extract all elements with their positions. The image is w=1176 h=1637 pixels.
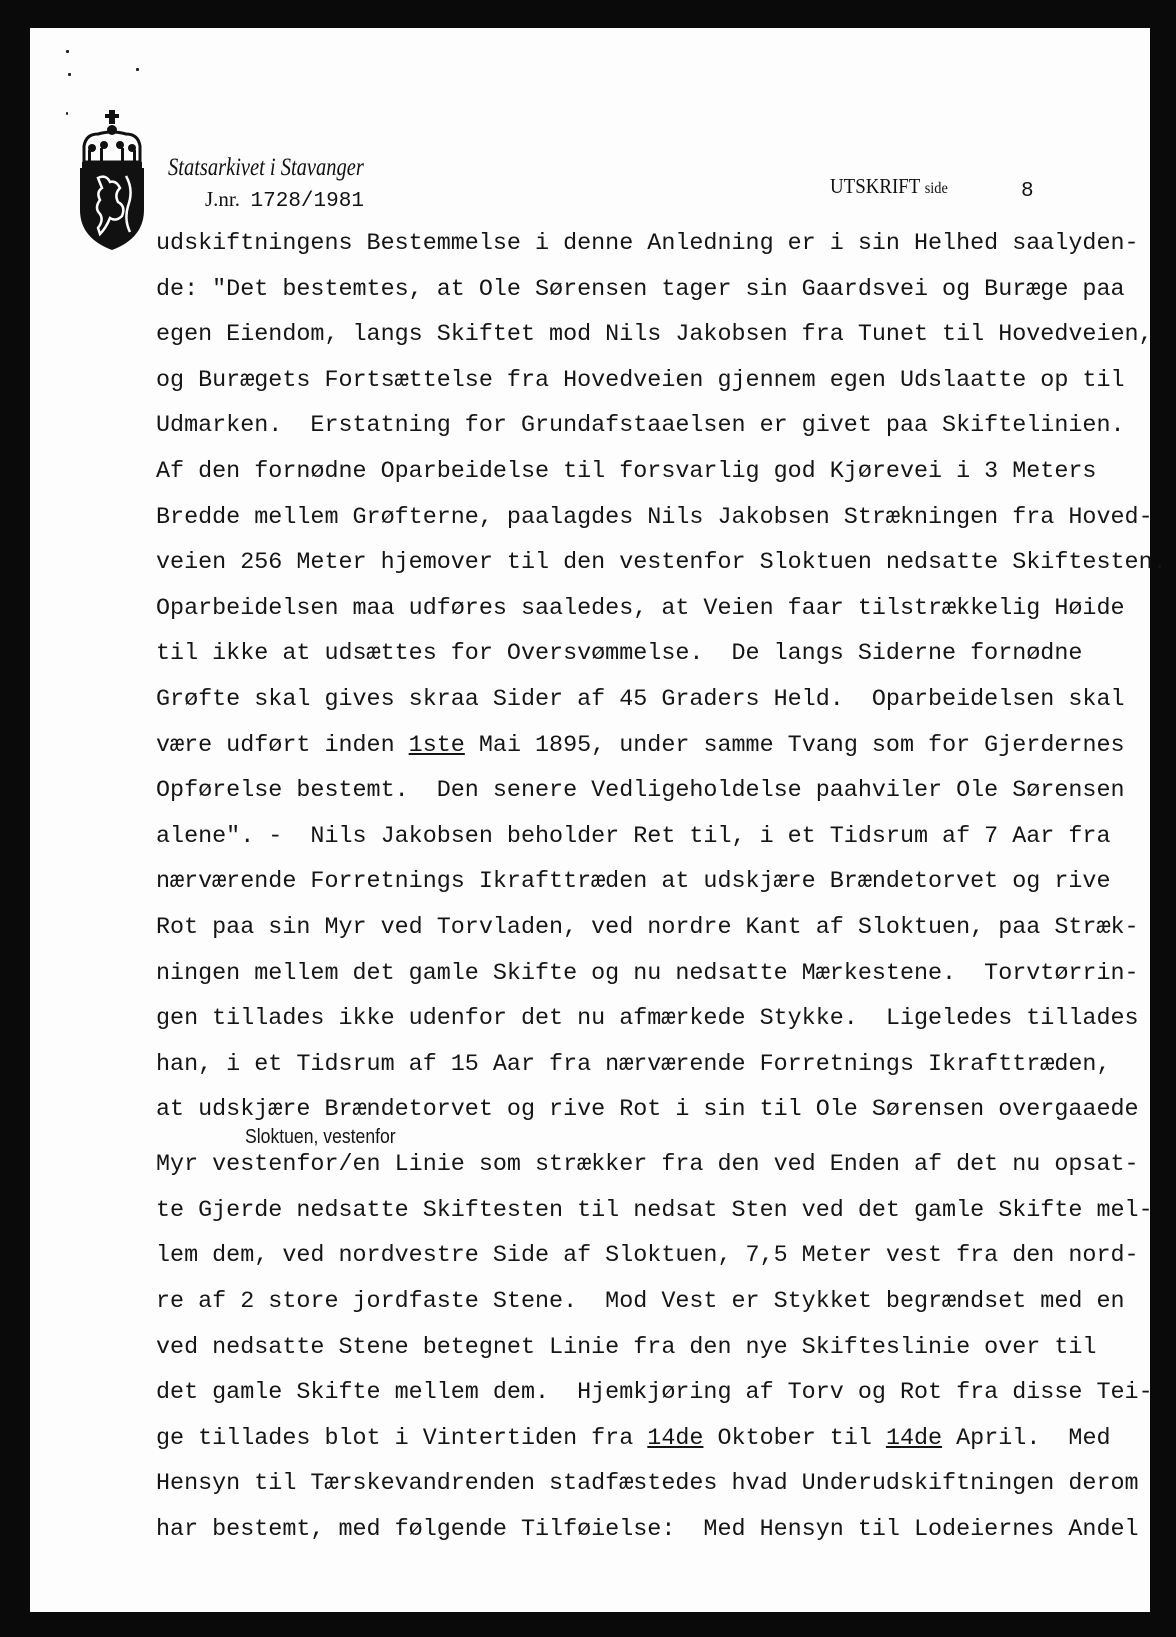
text-segment: Bredde mellem Grøfterne, paalagdes Nils Jakobsen Strækningen fra Hoved-	[156, 504, 1153, 531]
text-segment: Grøfte skal gives skraa Sider af 45 Graders Held. Oparbeidelsen skal	[156, 686, 1125, 713]
text-line	[156, 1006, 1167, 1033]
text-line	[156, 641, 1167, 668]
text-line	[156, 231, 1167, 258]
side-label: side	[924, 180, 948, 197]
text-line	[156, 778, 1167, 805]
underlined-text: 14de	[647, 1425, 704, 1452]
scan-speck	[136, 68, 139, 71]
journal-number-value: 1728/1981	[250, 190, 364, 213]
text-segment: Oparbeidelsen maa udføres saaledes, at Veien faar tilstrækkelig Høide	[156, 595, 1125, 622]
scan-speck	[66, 112, 68, 115]
document-type	[830, 174, 948, 201]
text-segment: de: "Det bestemtes, at Ole Sørensen tager sin Gaardsvei og Buræge paa	[156, 276, 1125, 303]
text-line	[156, 1335, 1167, 1362]
underlined-text: 1ste	[408, 732, 465, 759]
text-segment: nærværende Forretnings Ikrafttræden at udskjære Brændetorvet og rive	[156, 869, 1111, 896]
text-segment: ningen mellem det gamle Skifte og nu nedsatte Mærkestene. Torvtørrin-	[156, 960, 1139, 987]
text-segment: udskiftningens Bestemmelse i denne Anledning er i sin Helhed saalyden-	[156, 231, 1139, 257]
text-line	[156, 277, 1167, 304]
text-segment: Opførelse bestemt. Den senere Vedligeholdelse paahviler Ole Sørensen	[156, 778, 1125, 805]
text-segment: lem dem, ved nordvestre Side af Sloktuen, 7,5 Meter vest fra den nord-	[156, 1243, 1139, 1270]
text-line	[156, 1517, 1167, 1544]
text-line	[156, 322, 1167, 349]
scan-speck	[68, 73, 71, 76]
text-line	[156, 1471, 1167, 1498]
text-line	[156, 915, 1167, 942]
scan-speck	[66, 50, 69, 53]
text-line	[156, 961, 1167, 988]
text-segment: har bestemt, med følgende Tilføielse: Med Hensyn til Lodeiernes Andel	[156, 1517, 1139, 1544]
text-line	[156, 869, 1167, 896]
text-segment: ge tillades blot i Vintertiden fra	[156, 1425, 648, 1452]
text-segment: Udmarken. Erstatning for Grundafstaaelsen er givet paa Skiftelinien.	[156, 413, 1125, 440]
text-line	[156, 1289, 1167, 1316]
norwegian-coat-of-arms-icon	[76, 110, 148, 252]
text-segment: Oktober til	[703, 1425, 886, 1452]
text-segment: Mai 1895, under samme Tvang som for Gjerdernes	[464, 732, 1125, 759]
text-segment: gen tillades ikke udenfor det nu afmærkede Stykke. Ligeledes tillades	[156, 1006, 1139, 1033]
text-segment: det gamle Skifte mellem dem. Hjemkjøring af Torv og Rot fra disse Tei-	[156, 1380, 1153, 1407]
text-line	[156, 1052, 1167, 1079]
text-segment: veien 256 Meter hjemover til den vestenfor Sloktuen nedsatte Skiftesten.	[156, 550, 1167, 577]
text-segment: te Gjerde nedsatte Skiftesten til nedsat Sten ved det gamle Skifte mel-	[156, 1197, 1153, 1224]
text-segment: April. Med	[942, 1425, 1111, 1452]
text-segment: re af 2 store jordfaste Stene. Mod Vest er Stykket begrændset med en	[156, 1289, 1125, 1316]
text-line	[156, 505, 1167, 532]
text-line	[156, 687, 1167, 714]
document-body-text	[156, 231, 1167, 1563]
text-segment: Myr vestenfor/en Linie som strækker fra den ved Enden af det nu opsat-	[156, 1152, 1139, 1179]
text-line	[156, 1097, 1167, 1124]
handwritten-interlinear-insertion: Sloktuen, vestenfor	[245, 1126, 396, 1149]
text-segment: han, i et Tidsrum af 15 Aar fra nærværende Forretnings Ikrafttræden,	[156, 1051, 1111, 1078]
text-segment: Af den fornødne Oparbeidelse til forsvarlig god Kjørevei i 3 Meters	[156, 458, 1097, 485]
text-segment: ved nedsatte Stene betegnet Linie fra den nye Skifteslinie over til	[156, 1334, 1097, 1361]
text-line	[156, 413, 1167, 440]
text-line	[156, 1380, 1167, 1407]
text-segment: til ikke at udsættes for Oversvømmelse. De langs Siderne fornødne	[156, 641, 1083, 668]
text-line	[156, 824, 1167, 851]
text-line	[156, 1152, 1167, 1179]
text-line	[156, 1243, 1167, 1270]
text-segment: egen Eiendom, langs Skiftet mod Nils Jakobsen fra Tunet til Hovedveien,	[156, 322, 1153, 349]
text-line	[156, 459, 1167, 486]
text-segment: at udskjære Brændetorvet og rive Rot i sin til Ole Sørensen overgaaede	[156, 1097, 1139, 1124]
journal-label: J.nr.	[205, 187, 241, 211]
text-segment: Rot paa sin Myr ved Torvladen, ved nordre Kant af Sloktuen, paa Stræk-	[156, 914, 1139, 941]
text-line	[156, 596, 1167, 623]
text-segment: alene". - Nils Jakobsen beholder Ret til, i et Tidsrum af 7 Aar fra	[156, 823, 1111, 850]
text-line	[156, 1426, 1167, 1453]
journal-number	[205, 187, 364, 214]
text-line	[156, 1198, 1167, 1225]
text-line	[156, 368, 1167, 395]
text-segment: Hensyn til Tærskevandrenden stadfæstedes hvad Underudskiftningen derom	[156, 1471, 1139, 1498]
document-type-label: UTSKRIFT	[830, 174, 920, 198]
text-line	[156, 733, 1167, 760]
underlined-text: 14de	[885, 1425, 943, 1452]
page-number: 8	[1021, 180, 1034, 203]
text-segment: være udført inden	[156, 732, 409, 759]
text-segment: og Burægets Fortsættelse fra Hovedveien gjennem egen Udslaatte op til	[156, 367, 1125, 394]
institution-name: Statsarkivet i Stavanger	[168, 154, 364, 181]
text-line	[156, 550, 1167, 577]
